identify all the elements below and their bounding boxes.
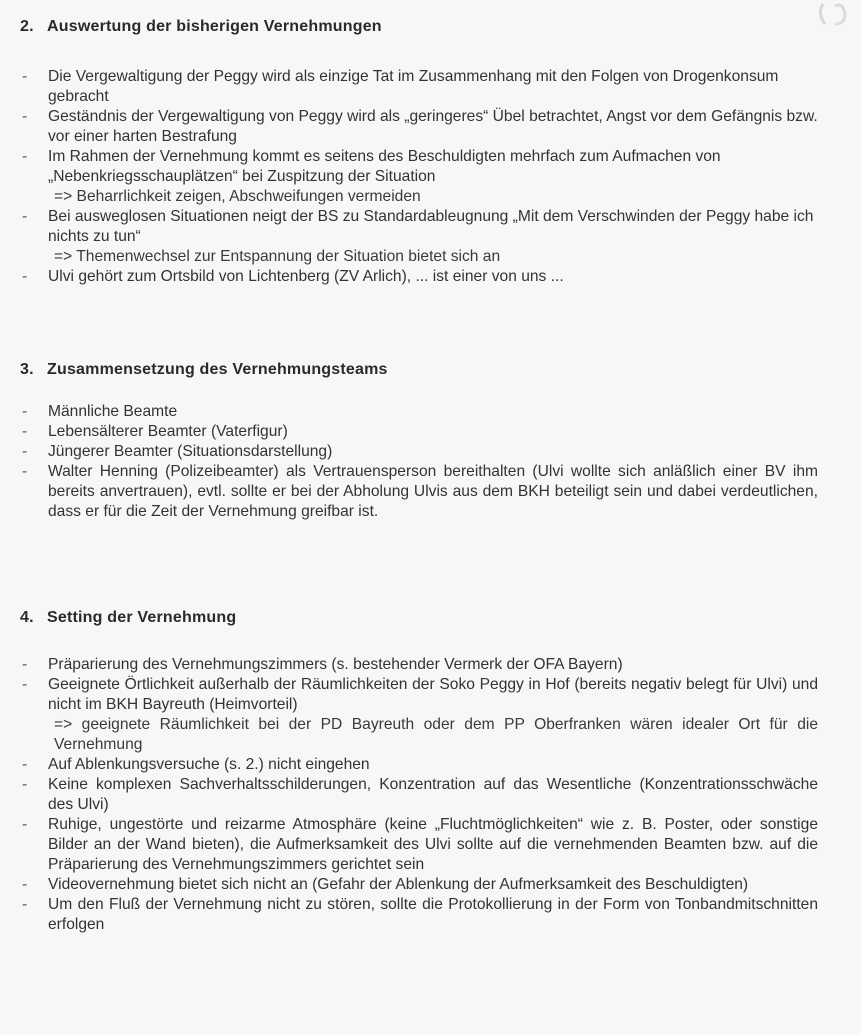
bullet-dash: - bbox=[22, 816, 28, 833]
bullet-list bbox=[0, 67, 861, 287]
section-title: Zusammensetzung des Vernehmungsteams bbox=[47, 361, 388, 378]
item-text: Walter Henning (Polizeibeamter) als Vertrauensperson bereithalten (Ulvi wollte sich anläßlich einer BV ihm bereits anvertrauen), evtl. sollte er bei der Abholung Ulvis aus dem BKH beteiligt sein und dabei verdeutlichen, dass er für die Zeit der Vernehmung greifbar ist. bbox=[48, 463, 818, 520]
bullet-dash: - bbox=[22, 68, 28, 85]
list-item bbox=[0, 462, 818, 522]
item-conclusion: => Beharrlichkeit zeigen, Abschweifungen vermeiden bbox=[54, 188, 421, 205]
list-item bbox=[0, 442, 818, 462]
bullet-dash: - bbox=[22, 423, 28, 440]
item-text: Geständnis der Vergewaltigung von Peggy wird als „geringeres“ Übel betrachtet, Angst vor dem Gefängnis bzw. vor einer harten Bestrafung bbox=[48, 108, 818, 145]
bullet-dash: - bbox=[22, 896, 28, 913]
list-item bbox=[0, 67, 818, 107]
list-item bbox=[0, 875, 818, 895]
bullet-dash: - bbox=[22, 876, 28, 893]
item-text: Bei ausweglosen Situationen neigt der BS zu Standardableugnung „Mit dem Verschwinden der Peggy habe ich nichts zu tun“ bbox=[48, 208, 814, 245]
item-text: Präparierung des Vernehmungszimmers (s. bestehender Vermerk der OFA Bayern) bbox=[48, 656, 623, 673]
bullet-dash: - bbox=[22, 776, 28, 793]
corner-scan-mark bbox=[815, 0, 855, 30]
bullet-list bbox=[0, 655, 861, 935]
bullet-dash: - bbox=[22, 208, 28, 225]
bullet-dash: - bbox=[22, 148, 28, 165]
bullet-dash: - bbox=[22, 676, 28, 693]
bullet-dash: - bbox=[22, 656, 28, 673]
section-heading bbox=[20, 361, 388, 379]
section-title: Auswertung der bisherigen Vernehmungen bbox=[47, 18, 382, 35]
bullet-dash: - bbox=[22, 756, 28, 773]
list-item bbox=[0, 147, 818, 207]
list-item bbox=[0, 755, 818, 775]
item-text: Die Vergewaltigung der Peggy wird als einzige Tat im Zusammenhang mit den Folgen von Drogenkonsum gebracht bbox=[48, 68, 779, 105]
list-item bbox=[0, 402, 818, 422]
section-number: 3. bbox=[20, 361, 34, 378]
item-text: Lebensälterer Beamter (Vaterfigur) bbox=[48, 423, 288, 440]
list-item bbox=[0, 655, 818, 675]
section-title: Setting der Vernehmung bbox=[47, 609, 237, 626]
bullet-dash: - bbox=[22, 463, 28, 480]
section-number: 2. bbox=[20, 18, 34, 35]
item-text: Videovernehmung bietet sich nicht an (Gefahr der Ablenkung der Aufmerksamkeit des Beschuldigten) bbox=[48, 876, 749, 893]
section-heading bbox=[20, 18, 382, 36]
item-text: Geeignete Örtlichkeit außerhalb der Räumlichkeiten der Soko Peggy in Hof (bereits negativ belegt für Ulvi) und nicht im BKH Bayreuth (Heimvorteil) bbox=[48, 676, 818, 713]
bullet-dash: - bbox=[22, 403, 28, 420]
item-conclusion: => Themenwechsel zur Entspannung der Situation bietet sich an bbox=[54, 248, 501, 265]
bullet-dash: - bbox=[22, 108, 28, 125]
item-text: Jüngerer Beamter (Situationsdarstellung) bbox=[48, 443, 333, 460]
list-item bbox=[0, 895, 818, 935]
item-text: Ruhige, ungestörte und reizarme Atmosphäre (keine „Fluchtmöglichkeiten“ wie z. B. Poster, oder sonstige Bilder an der Wand bieten), die Aufmerksamkeit des Ulvi sollte auf die vernehmenden Beamten bzw. auf die Präparierung des Vernehmungszimmers gerichtet sein bbox=[48, 816, 818, 873]
list-item bbox=[0, 267, 818, 287]
bullet-dash: - bbox=[22, 443, 28, 460]
list-item bbox=[0, 107, 818, 147]
item-conclusion: => geeignete Räumlichkeit bei der PD Bayreuth oder dem PP Oberfranken wären idealer Ort für die Vernehmung bbox=[54, 716, 818, 753]
list-item bbox=[0, 422, 818, 442]
section-number: 4. bbox=[20, 609, 34, 626]
list-item bbox=[0, 675, 818, 755]
item-text: Männliche Beamte bbox=[48, 403, 178, 420]
item-text: Im Rahmen der Vernehmung kommt es seitens des Beschuldigten mehrfach zum Aufmachen von „Nebenkriegsschauplätzen“ bei Zuspitzung der Situation bbox=[48, 148, 721, 185]
list-item bbox=[0, 207, 818, 267]
item-text: Auf Ablenkungsversuche (s. 2.) nicht eingehen bbox=[48, 756, 370, 773]
item-text: Um den Fluß der Vernehmung nicht zu stören, sollte die Protokollierung in der Form von Tonbandmitschnitten erfolgen bbox=[48, 896, 818, 933]
item-text: Keine komplexen Sachverhaltsschilderungen, Konzentration auf das Wesentliche (Konzentrationsschwäche des Ulvi) bbox=[48, 776, 818, 813]
bullet-dash: - bbox=[22, 268, 28, 285]
item-text: Ulvi gehört zum Ortsbild von Lichtenberg (ZV Arlich), ... ist einer von uns ... bbox=[48, 268, 564, 285]
section-heading bbox=[20, 609, 236, 627]
bullet-list bbox=[0, 402, 861, 522]
list-item bbox=[0, 815, 818, 875]
list-item bbox=[0, 775, 818, 815]
